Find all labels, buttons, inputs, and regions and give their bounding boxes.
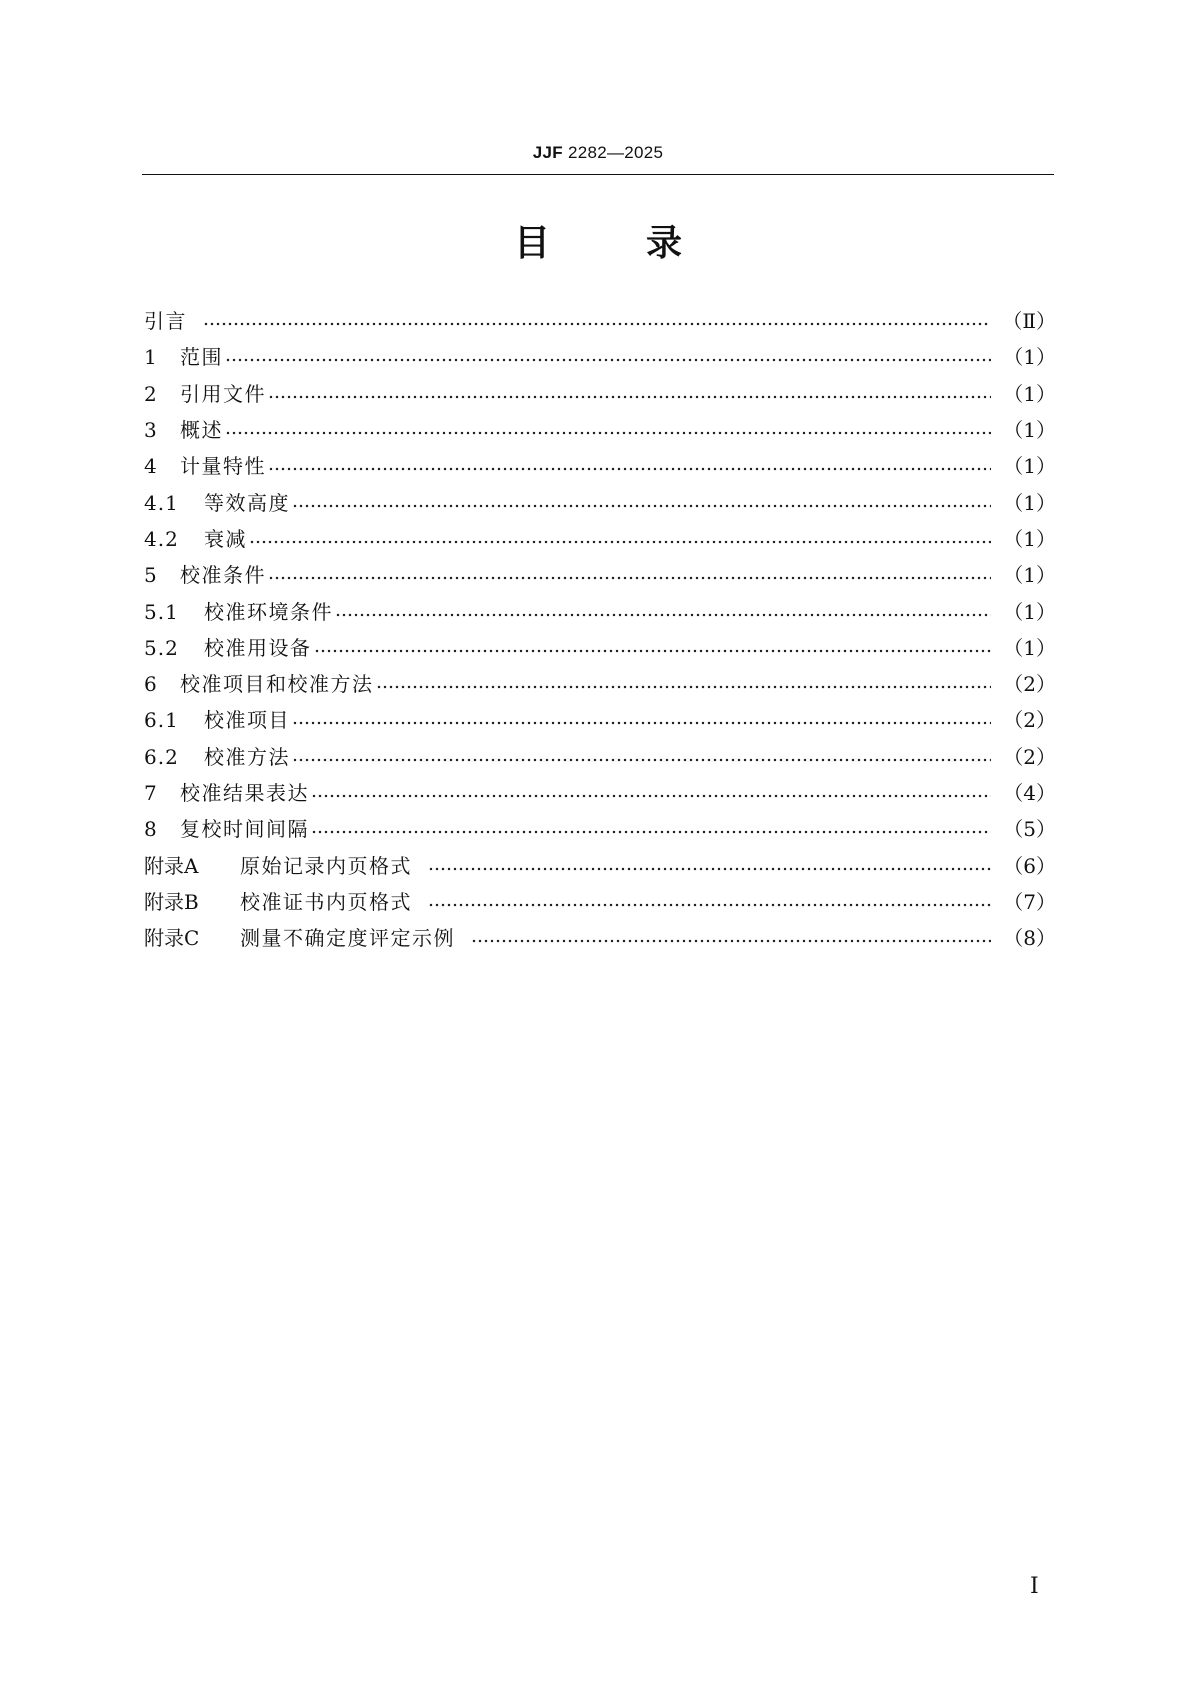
toc-entry-label: 校准项目 (204, 708, 290, 733)
toc-entry-label: 等效高度 (204, 490, 290, 515)
toc-section-number: 5 (144, 563, 158, 588)
toc-entry-label: 原始记录内页格式 (240, 853, 412, 878)
toc-entry-3[interactable] (144, 412, 1056, 448)
toc-entry-appendix-a[interactable] (144, 847, 1056, 883)
toc-page-number: （8） (1003, 926, 1056, 951)
toc-entry-label: 引言 (144, 309, 187, 334)
toc-dot-leader (203, 322, 990, 326)
toc-page-number: （1） (1003, 345, 1056, 370)
standard-number: 2282—2025 (567, 143, 664, 162)
toc-entry-7[interactable] (144, 775, 1056, 811)
toc-entry-2[interactable] (144, 376, 1056, 412)
toc-entry-4[interactable] (144, 448, 1056, 484)
toc-entry-appendix-c[interactable] (144, 920, 1056, 956)
toc-entry-label: 校准方法 (204, 744, 290, 769)
toc-dot-leader (292, 504, 991, 508)
toc-section-number: 5.1 (144, 599, 179, 624)
toc-title-char-2: 录 (646, 223, 683, 264)
toc-section-number: 4 (144, 454, 158, 479)
toc-section-number: 6.2 (144, 744, 179, 769)
toc-page-number: （1） (1003, 418, 1056, 443)
toc-entry-4-1[interactable] (144, 484, 1056, 520)
toc-page-number: （2） (1003, 672, 1056, 697)
toc-section-number: 4.1 (144, 490, 179, 515)
toc-section-number: 3 (144, 418, 158, 443)
toc-dot-leader (292, 721, 991, 725)
toc-entry-label: 引用文件 (180, 381, 266, 406)
toc-page-number: （1） (1003, 563, 1056, 588)
toc-section-number: 4.2 (144, 526, 179, 551)
toc-entry-1[interactable] (144, 339, 1056, 375)
toc-dot-leader (428, 867, 991, 871)
toc-section-number: 6 (144, 672, 158, 697)
toc-entry-5-2[interactable] (144, 630, 1056, 666)
toc-page-number: （2） (1003, 708, 1056, 733)
toc-section-number: 5.2 (144, 635, 179, 660)
toc-entry-4-2[interactable] (144, 521, 1056, 557)
toc-entry-6-1[interactable] (144, 702, 1056, 738)
toc-page-number: （1） (1003, 490, 1056, 515)
toc-entry-appendix-b[interactable] (144, 884, 1056, 920)
toc-entry-label: 校准项目和校准方法 (180, 672, 374, 697)
toc-appendix-number: 附录B (144, 889, 199, 914)
toc-entry-8[interactable] (144, 811, 1056, 847)
toc-entry-label: 校准结果表达 (180, 781, 309, 805)
toc-title (142, 222, 1054, 266)
standard-prefix: JJF (532, 143, 563, 162)
toc-dot-leader (335, 613, 991, 617)
toc-entry-6[interactable] (144, 666, 1056, 702)
toc-section-number: 6.1 (144, 708, 179, 733)
toc-dot-leader (311, 830, 991, 834)
page-folio: Ⅰ (1030, 1574, 1039, 1599)
toc-entry-label: 概述 (180, 418, 223, 443)
toc-entry-5-1[interactable] (144, 593, 1056, 629)
toc-page-number: （1） (1003, 454, 1056, 479)
toc-section-number: 8 (144, 817, 158, 842)
running-header (142, 143, 1054, 163)
toc-page-number: （6） (1003, 853, 1056, 878)
toc-dot-leader (268, 395, 991, 399)
toc-dot-leader (471, 939, 991, 943)
toc-list (144, 303, 1056, 956)
toc-page-number: （1） (1003, 526, 1056, 551)
toc-dot-leader (314, 649, 992, 653)
toc-entry-5[interactable] (144, 557, 1056, 593)
toc-dot-leader (311, 794, 991, 798)
toc-page-number: （5） (1003, 817, 1056, 842)
toc-page-number: （Ⅱ） (1002, 309, 1056, 334)
toc-dot-leader (428, 903, 991, 907)
toc-section-number: 1 (144, 345, 158, 370)
toc-appendix-number: 附录A (144, 853, 199, 878)
toc-page-number: （7） (1003, 889, 1056, 914)
toc-page-number: （1） (1003, 381, 1056, 406)
toc-entry-label: 校准用设备 (204, 635, 312, 660)
toc-page-number: （4） (1003, 781, 1056, 805)
toc-section-number: 2 (144, 381, 158, 406)
toc-page-number: （2） (1003, 744, 1056, 769)
toc-dot-leader (292, 758, 991, 762)
toc-appendix-number: 附录C (144, 926, 200, 951)
toc-page-number: （1） (1003, 635, 1056, 660)
toc-entry-label: 测量不确定度评定示例 (240, 926, 455, 951)
toc-page-number: （1） (1003, 599, 1056, 624)
toc-dot-leader (225, 431, 991, 435)
toc-dot-leader (225, 358, 991, 362)
toc-entry-label: 衰减 (204, 526, 247, 551)
toc-entry-6-2[interactable] (144, 739, 1056, 775)
toc-section-number: 7 (144, 781, 158, 805)
toc-entry-label: 复校时间间隔 (180, 817, 309, 842)
toc-dot-leader (376, 685, 992, 689)
toc-dot-leader (268, 467, 991, 471)
toc-entry-label: 校准条件 (180, 563, 266, 588)
toc-entry-intro[interactable] (144, 303, 1056, 339)
header-rule (142, 174, 1054, 175)
toc-dot-leader (249, 540, 991, 544)
toc-entry-label: 校准环境条件 (204, 599, 333, 624)
toc-entry-label: 计量特性 (180, 454, 266, 479)
toc-entry-label: 校准证书内页格式 (240, 889, 412, 914)
toc-entry-label: 范围 (180, 345, 223, 370)
toc-title-char-1: 目 (513, 223, 550, 264)
toc-dot-leader (268, 576, 991, 580)
